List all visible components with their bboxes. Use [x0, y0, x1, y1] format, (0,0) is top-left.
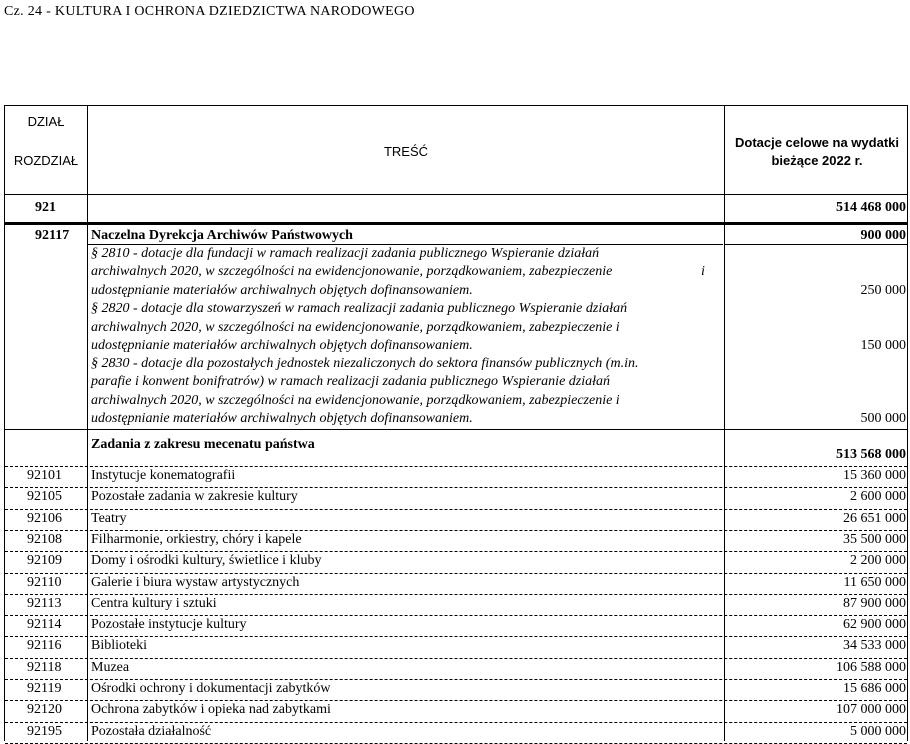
- row-code: 92105: [27, 489, 62, 505]
- row-amount: 15 360 000: [843, 468, 906, 483]
- row-separator: [725, 244, 907, 245]
- paragraph-2830-line2: parafie i konwent bonifratrów) w ramach realizacji zadania publicznego Wspieranie działań: [91, 374, 611, 389]
- dzial-code: 921: [35, 200, 56, 215]
- row-amount: 2 200 000: [850, 553, 906, 569]
- row-name: Filharmonie, orkiestry, chóry i kapele: [91, 531, 302, 547]
- row-name: Centra kultury i sztuki: [91, 595, 217, 611]
- archives-code: 92117: [35, 228, 70, 243]
- header-tresc: TREŚĆ: [383, 144, 429, 159]
- row-amount: 87 900 000: [843, 595, 906, 611]
- row-amount: 62 900 000: [843, 617, 906, 633]
- row-name: Pozostałe instytucje kultury: [91, 617, 247, 633]
- header-separator: [5, 194, 907, 195]
- paragraph-2810-line2: archiwalnych 2020, w szczególności na ewidencjonowanie, porządkowaniem, zabezpieczenie: [91, 264, 613, 279]
- row-code: 92101: [27, 468, 62, 483]
- mecenat-amount: 513 568 000: [836, 447, 906, 462]
- paragraph-2820-line3: udostępnianie materiałów archiwalnych objętych dofinansowaniem.: [91, 338, 473, 353]
- paragraph-2810-amount: 250 000: [860, 283, 906, 298]
- row-name: Pozostałe zadania w zakresie kultury: [91, 489, 298, 505]
- row-amount: 26 651 000: [843, 510, 906, 526]
- row-amount: 107 000 000: [836, 702, 906, 718]
- paragraph-2830-line1: § 2830 - dotacje dla pozostałych jednostek niezaliczonych do sektora finansów publicznych (m.in.: [91, 356, 639, 371]
- row-name: Ochrona zabytków i opieka nad zabytkami: [91, 702, 331, 718]
- row-code: 92195: [27, 723, 62, 739]
- row-name: Pozostała działalność: [91, 723, 212, 739]
- section-separator: [5, 222, 907, 225]
- header-rozdzial: ROZDZIAŁ: [13, 153, 79, 168]
- row-name: Teatry: [91, 510, 127, 526]
- paragraph-2830-line4: udostępnianie materiałów archiwalnych objętych dofinansowaniem.: [91, 411, 473, 426]
- row-amount: 15 686 000: [843, 681, 906, 696]
- paragraph-2820-line2: archiwalnych 2020, w szczególności na ewidencjonowanie, porządkowaniem, zabezpieczenie i: [91, 320, 620, 335]
- row-name: Instytucje konematografii: [91, 468, 236, 483]
- section-separator: [5, 429, 907, 430]
- paragraph-2820-line1: § 2820 - dotacje dla stowarzyszeń w ramach realizacji zadania publicznego Wspieranie działań: [91, 301, 628, 316]
- header-dotacje-year: bieżące 2022 r.: [771, 153, 863, 168]
- archives-name: Naczelna Dyrekcja Archiwów Państwowych: [91, 228, 353, 243]
- paragraph-2810-line1: § 2810 - dotacje dla fundacji w ramach realizacji zadania publicznego Wspieranie działań: [91, 246, 600, 261]
- mecenat-name: Zadania z zakresu mecenatu państwa: [91, 437, 315, 452]
- page-title: Cz. 24 - KULTURA I OCHRONA DZIEDZICTWA NARODOWEGO: [4, 4, 415, 19]
- row-code: 92114: [27, 617, 62, 633]
- row-amount: 34 533 000: [843, 638, 906, 654]
- row-amount: 106 588 000: [836, 659, 906, 675]
- row-name: Galerie i biura wystaw artystycznych: [91, 574, 300, 590]
- paragraph-2810-line3: udostępnianie materiałów archiwalnych objętych dofinansowaniem.: [91, 283, 473, 298]
- row-name: Biblioteki: [91, 638, 147, 654]
- row-name: Ośrodki ochrony i dokumentacji zabytków: [91, 681, 331, 696]
- row-amount: 11 650 000: [843, 574, 906, 590]
- paragraph-2810-line2-end: i: [701, 264, 705, 279]
- row-code: 92106: [27, 510, 62, 526]
- row-amount: 5 000 000: [850, 723, 906, 739]
- row-amount: 35 500 000: [843, 531, 906, 547]
- row-code: 92116: [27, 638, 62, 654]
- row-name: Domy i ośrodki kultury, świetlice i kluby: [91, 553, 322, 569]
- row-code: 92113: [27, 595, 62, 611]
- dzial-amount: 514 468 000: [836, 200, 906, 215]
- paragraph-2830-amount: 500 000: [860, 411, 906, 426]
- column-divider: [87, 106, 88, 741]
- header-dzial: DZIAŁ: [27, 114, 65, 129]
- header-dotacje: Dotacje celowe na wydatki: [734, 135, 899, 150]
- archives-amount: 900 000: [860, 228, 906, 243]
- row-code: 92109: [27, 553, 62, 569]
- budget-table: [4, 105, 908, 741]
- row-code: 92110: [27, 574, 62, 590]
- row-name: Muzea: [91, 659, 130, 675]
- row-code: 92118: [27, 659, 62, 675]
- paragraph-2820-amount: 150 000: [860, 338, 906, 353]
- row-code: 92108: [27, 531, 62, 547]
- row-code: 92120: [27, 702, 62, 718]
- row-code: 92119: [27, 681, 62, 696]
- row-amount: 2 600 000: [850, 489, 906, 505]
- paragraph-2830-line3: archiwalnych 2020, w szczególności na ewidencjonowanie, porządkowaniem, zabezpieczenie i: [91, 393, 620, 408]
